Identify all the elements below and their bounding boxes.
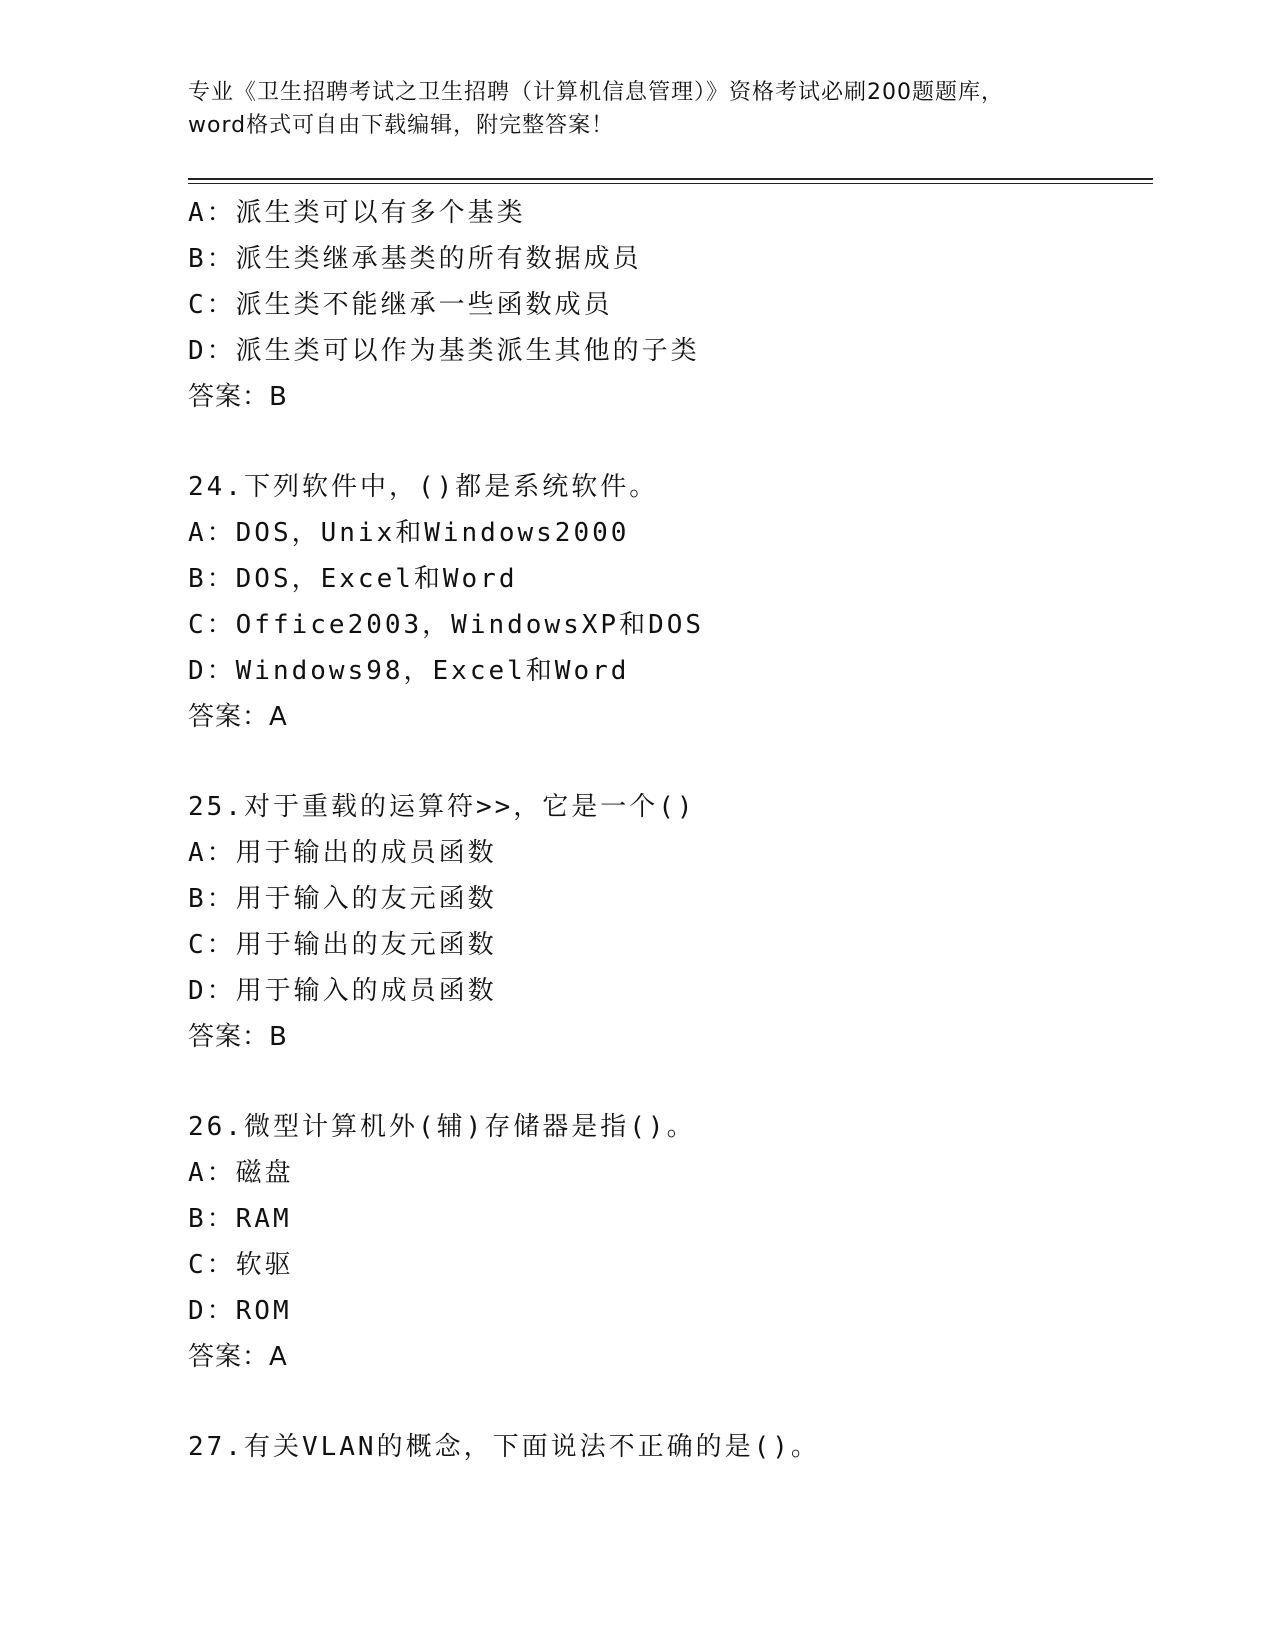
option-b: B：用于输入的友元函数 [188,884,497,914]
spacer [188,420,1148,464]
spacer [188,1060,1148,1104]
option-d: D：派生类可以作为基类派生其他的子类 [188,336,700,366]
option-d: D：ROM [188,1296,292,1326]
option-b: B：派生类继承基类的所有数据成员 [188,244,642,274]
question-text: 26.微型计算机外(辅)存储器是指()。 [188,1112,696,1142]
spacer [188,1380,1148,1424]
question-text: 25.对于重载的运算符>>，它是一个() [188,792,696,822]
header-title-line-2: word格式可自由下载编辑，附完整答案！ [188,113,615,138]
header-divider-thin [188,183,1153,184]
document-header [188,76,1088,142]
option-a: A：磁盘 [188,1158,294,1188]
question-24 [188,464,1148,740]
answer-line: 答案：B [188,1022,288,1052]
header-divider-thick [188,178,1153,180]
question-25 [188,784,1148,1060]
option-b: B：RAM [188,1204,292,1234]
answer-line: 答案：B [188,382,288,412]
answer-line: 答案：A [188,1342,288,1372]
option-b: B：DOS，Excel和Word [188,564,518,594]
option-c: C：Office2003，WindowsXP和DOS [188,610,705,640]
question-list [188,190,1148,1470]
spacer [188,740,1148,784]
question-text: 27.有关VLAN的概念，下面说法不正确的是()。 [188,1432,820,1462]
header-title-line-1: 专业《卫生招聘考试之卫生招聘（计算机信息管理）》资格考试必刷200题题库， [188,80,1004,105]
question-26 [188,1104,1148,1380]
option-d: D：用于输入的成员函数 [188,976,497,1006]
option-c: C：软驱 [188,1250,294,1280]
option-d: D：Windows98，Excel和Word [188,656,630,686]
option-a: A：DOS，Unix和Windows2000 [188,518,630,548]
question-27 [188,1424,1148,1470]
question-23 [188,190,1148,420]
question-text: 24.下列软件中，()都是系统软件。 [188,472,659,502]
option-c: C：派生类不能继承一些函数成员 [188,290,613,320]
option-c: C：用于输出的友元函数 [188,930,497,960]
answer-line: 答案：A [188,702,288,732]
option-a: A：用于输出的成员函数 [188,838,497,868]
option-a: A：派生类可以有多个基类 [188,198,526,228]
